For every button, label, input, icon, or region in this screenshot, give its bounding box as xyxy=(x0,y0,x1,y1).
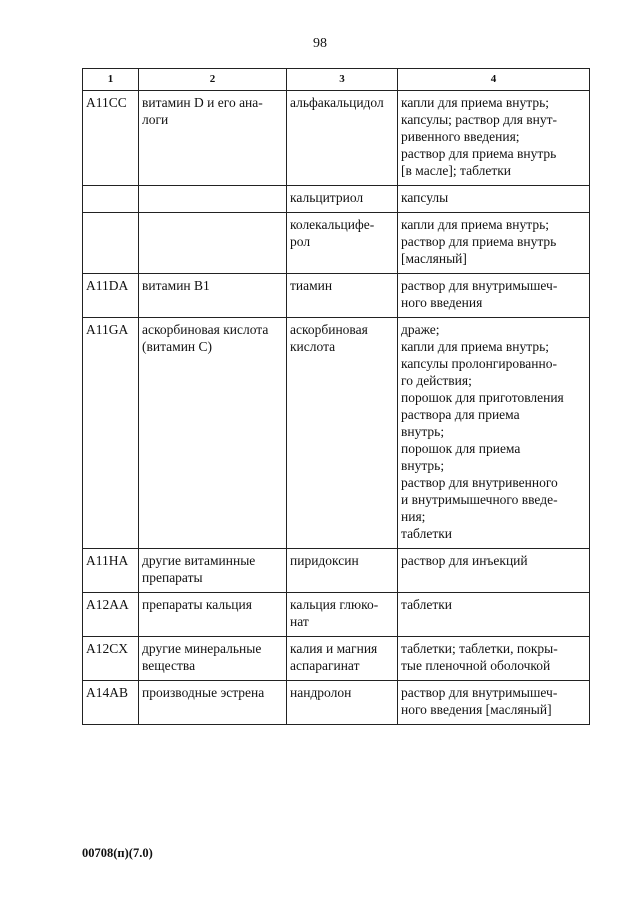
dosage-form-cell: таблетки xyxy=(398,593,590,637)
table-row xyxy=(83,274,590,318)
atc-code-cell xyxy=(83,186,139,213)
group-cell xyxy=(139,213,287,274)
document-code: 00708(п)(7.0) xyxy=(82,846,153,860)
dosage-form-cell: драже; капли для приема внутрь; капсулы пролонгированно- го действия; порошок для приготовления раствора для приема внутрь; порошок для приема внутрь; раствор для внутривенного и внутримышечного введе- ния; таблетки xyxy=(398,318,590,549)
atc-code-cell: A11CC xyxy=(83,91,139,186)
table-row xyxy=(83,637,590,681)
drug-name-cell: тиамин xyxy=(287,274,398,318)
drug-name-cell: пиридоксин xyxy=(287,549,398,593)
table-row xyxy=(83,186,590,213)
table-header-row xyxy=(83,69,590,91)
drug-name-cell: калия и магния аспарагинат xyxy=(287,637,398,681)
atc-code-cell: A11DA xyxy=(83,274,139,318)
drug-name-cell: аскорбиновая кислота xyxy=(287,318,398,549)
atc-code-cell: A12CX xyxy=(83,637,139,681)
atc-code-cell: A12AA xyxy=(83,593,139,637)
drug-name-cell: нандролон xyxy=(287,681,398,725)
group-cell: препараты кальция xyxy=(139,593,287,637)
drug-table xyxy=(82,68,590,725)
table-row xyxy=(83,318,590,549)
atc-code-cell: A11GA xyxy=(83,318,139,549)
dosage-form-cell: раствор для инъекций xyxy=(398,549,590,593)
table-row xyxy=(83,549,590,593)
column-header: 4 xyxy=(398,69,590,91)
group-cell: другие витаминные препараты xyxy=(139,549,287,593)
group-cell xyxy=(139,186,287,213)
group-cell: витамин D и его ана- логи xyxy=(139,91,287,186)
drug-name-cell: альфакальцидол xyxy=(287,91,398,186)
column-header: 1 xyxy=(83,69,139,91)
table-body xyxy=(83,91,590,725)
dosage-form-cell: капсулы xyxy=(398,186,590,213)
atc-code-cell xyxy=(83,213,139,274)
drug-name-cell: кальцитриол xyxy=(287,186,398,213)
drug-name-cell: кальция глюко- нат xyxy=(287,593,398,637)
column-header: 3 xyxy=(287,69,398,91)
table-row xyxy=(83,91,590,186)
atc-code-cell: A11HA xyxy=(83,549,139,593)
group-cell: аскорбиновая кислота (витамин С) xyxy=(139,318,287,549)
drug-name-cell: колекальцифе- рол xyxy=(287,213,398,274)
atc-code-cell: A14AB xyxy=(83,681,139,725)
dosage-form-cell: капли для приема внутрь; капсулы; раствор для внут- ривенного введения; раствор для приема внутрь [в масле]; таблетки xyxy=(398,91,590,186)
group-cell: другие минеральные вещества xyxy=(139,637,287,681)
dosage-form-cell: капли для приема внутрь; раствор для приема внутрь [масляный] xyxy=(398,213,590,274)
table-row xyxy=(83,593,590,637)
group-cell: витамин B1 xyxy=(139,274,287,318)
column-header: 2 xyxy=(139,69,287,91)
dosage-form-cell: раствор для внутримышеч- ного введения [масляный] xyxy=(398,681,590,725)
table-row xyxy=(83,681,590,725)
group-cell: производные эстрена xyxy=(139,681,287,725)
table-row xyxy=(83,213,590,274)
dosage-form-cell: таблетки; таблетки, покры- тые пленочной оболочкой xyxy=(398,637,590,681)
page-number: 98 xyxy=(313,36,327,51)
dosage-form-cell: раствор для внутримышеч- ного введения xyxy=(398,274,590,318)
